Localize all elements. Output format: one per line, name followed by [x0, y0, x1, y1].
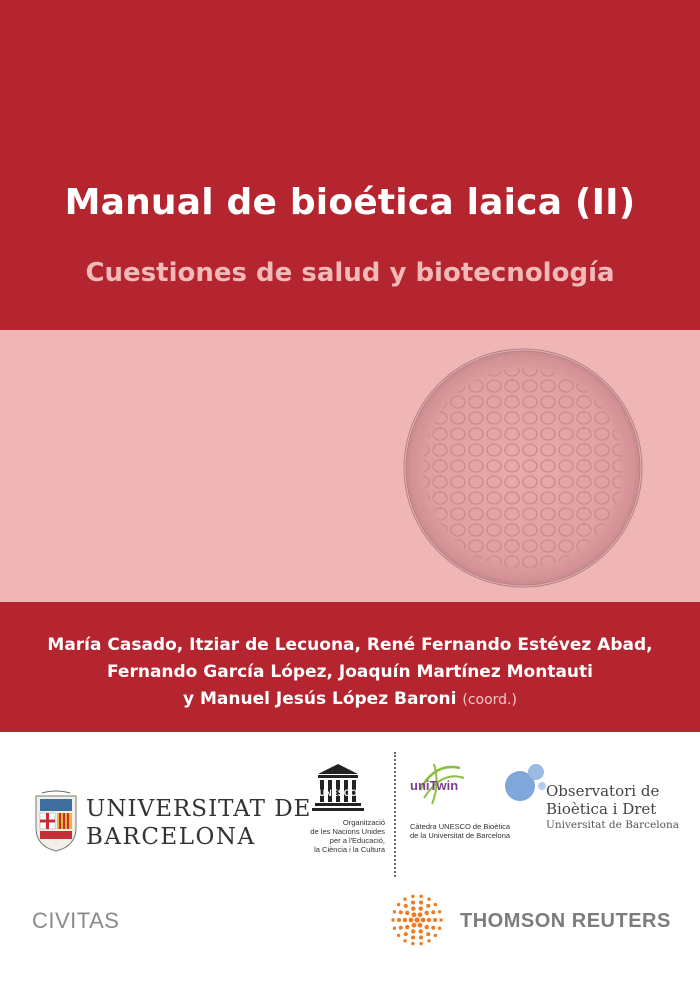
- unesco-caption-line: la Ciència i la Cultura: [314, 845, 385, 854]
- authors-line: Fernando García López, Joaquín Martínez Montauti: [107, 662, 593, 682]
- book-title: Manual de bioética laica (II): [64, 182, 636, 223]
- observatori-line2: Bioètica i Dret: [546, 800, 657, 818]
- ub-crest-icon: [34, 790, 78, 852]
- unesco-caption: [290, 818, 385, 854]
- observatori-line1: Observatori de: [546, 782, 660, 800]
- authors-line: María Casado, Itziar de Lecuona, René Fernando Estévez Abad,: [47, 635, 653, 655]
- book-subtitle: Cuestiones de salud y biotecnología: [85, 258, 615, 288]
- observatori-logo: [500, 760, 680, 830]
- unesco-temple-icon: [290, 760, 385, 818]
- authors-band: [0, 602, 700, 732]
- unesco-caption-line: Organització: [342, 818, 385, 827]
- unesco-logo: [290, 760, 390, 880]
- logo-divider: [394, 752, 396, 877]
- embryo-image: [395, 330, 695, 602]
- coord-label: (coord.): [462, 692, 517, 708]
- unitwin-wordmark: uniTwin: [410, 778, 459, 793]
- ub-line2: BARCELONA: [86, 824, 256, 850]
- authors-line: [0, 686, 700, 714]
- unesco-wordmark: UNESCO: [318, 788, 358, 798]
- unesco-caption-line: per a l'Educació,: [329, 836, 385, 845]
- observatori-bubbles-icon: [500, 760, 550, 810]
- title-band: [0, 0, 700, 330]
- civitas-imprint: CIVITAS: [32, 908, 120, 933]
- thomson-reuters-dots-icon: [385, 890, 449, 950]
- thomson-reuters-name: THOMSON REUTERS: [460, 910, 671, 932]
- ub-line1: UNIVERSITAT DE: [86, 796, 312, 822]
- unesco-caption-line: de les Nacions Unides: [310, 827, 385, 836]
- image-band: [0, 330, 700, 602]
- unitwin-caption-line: Càtedra UNESCO de Bioètica: [410, 822, 511, 831]
- authors-block: [0, 632, 700, 714]
- authors-line-text: y Manuel Jesús López Baroni: [183, 689, 457, 709]
- unitwin-caption-line: de la Universitat de Barcelona: [410, 831, 511, 840]
- observatori-line3: Universitat de Barcelona: [546, 819, 679, 831]
- ub-logo: [28, 790, 312, 860]
- thomson-reuters-logo: [385, 890, 685, 950]
